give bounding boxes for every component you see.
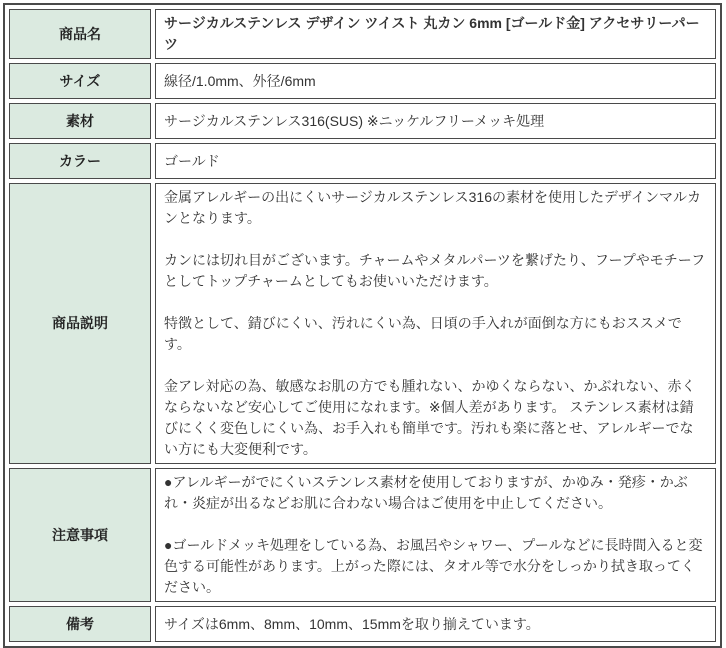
row-label-product-name: 商品名 [9,9,151,59]
table-row-description [9,183,716,464]
row-value-description [155,183,716,464]
row-value-size: 線径/1.0mm、外径/6mm [155,63,716,99]
table-row-material [9,103,716,139]
product-spec-table-body [9,9,716,642]
row-label-color: カラー [9,143,151,179]
table-row-product-name [9,9,716,59]
row-label-size: サイズ [9,63,151,99]
description-paragraph: カンには切れ目がございます。チャームやメタルパーツを繋げたり、フープやモチーフとしてトップチャームとしてもお使いいただけます。 [164,252,706,289]
row-label-material: 素材 [9,103,151,139]
precaution-paragraph: ●ゴールドメッキ処理をしている為、お風呂やシャワー、プールなどに長時間入ると変色する可能性があります。上がった際には、タオル等で水分をしっかり拭き取ってください。 [164,537,703,595]
row-label-remarks: 備考 [9,606,151,642]
row-value-color: ゴールド [155,143,716,179]
row-value-remarks: サイズは6mm、8mm、10mm、15mmを取り揃えています。 [155,606,716,642]
row-value-material: サージカルステンレス316(SUS) ※ニッケルフリーメッキ処理 [155,103,716,139]
table-row-size [9,63,716,99]
row-value-product-name: サージカルステンレス デザイン ツイスト 丸カン 6mm [ゴールド金] アクセサリーパーツ [155,9,716,59]
description-paragraph: 金アレ対応の為、敏感なお肌の方でも腫れない、かゆくならない、かぶれない、赤くならないなど安心してご使用になれます。※個人差があります。 ステンレス素材は錆びにくく変色しにくい為、お手入れも簡単です。汚れも楽に落とせ、アレルギーでない方にも大変便利です。 [164,378,696,457]
table-row-precautions [9,468,716,602]
table-row-color [9,143,716,179]
description-paragraph: 金属アレルギーの出にくいサージカルステンレス316の素材を使用したデザインマルカンとなります。 [164,189,702,226]
row-label-description: 商品説明 [9,183,151,464]
row-value-precautions [155,468,716,602]
description-paragraph: 特徴として、錆びにくい、汚れにくい為、日頃の手入れが面倒な方にもおススメです。 [164,315,682,352]
product-spec-table [3,3,722,648]
precaution-paragraph: ●アレルギーがでにくいステンレス素材を使用しておりますが、かゆみ・発疹・かぶれ・炎症が出るなどお肌に合わない場合はご使用を中止してください。 [164,474,688,511]
row-label-precautions: 注意事項 [9,468,151,602]
table-row-remarks [9,606,716,642]
